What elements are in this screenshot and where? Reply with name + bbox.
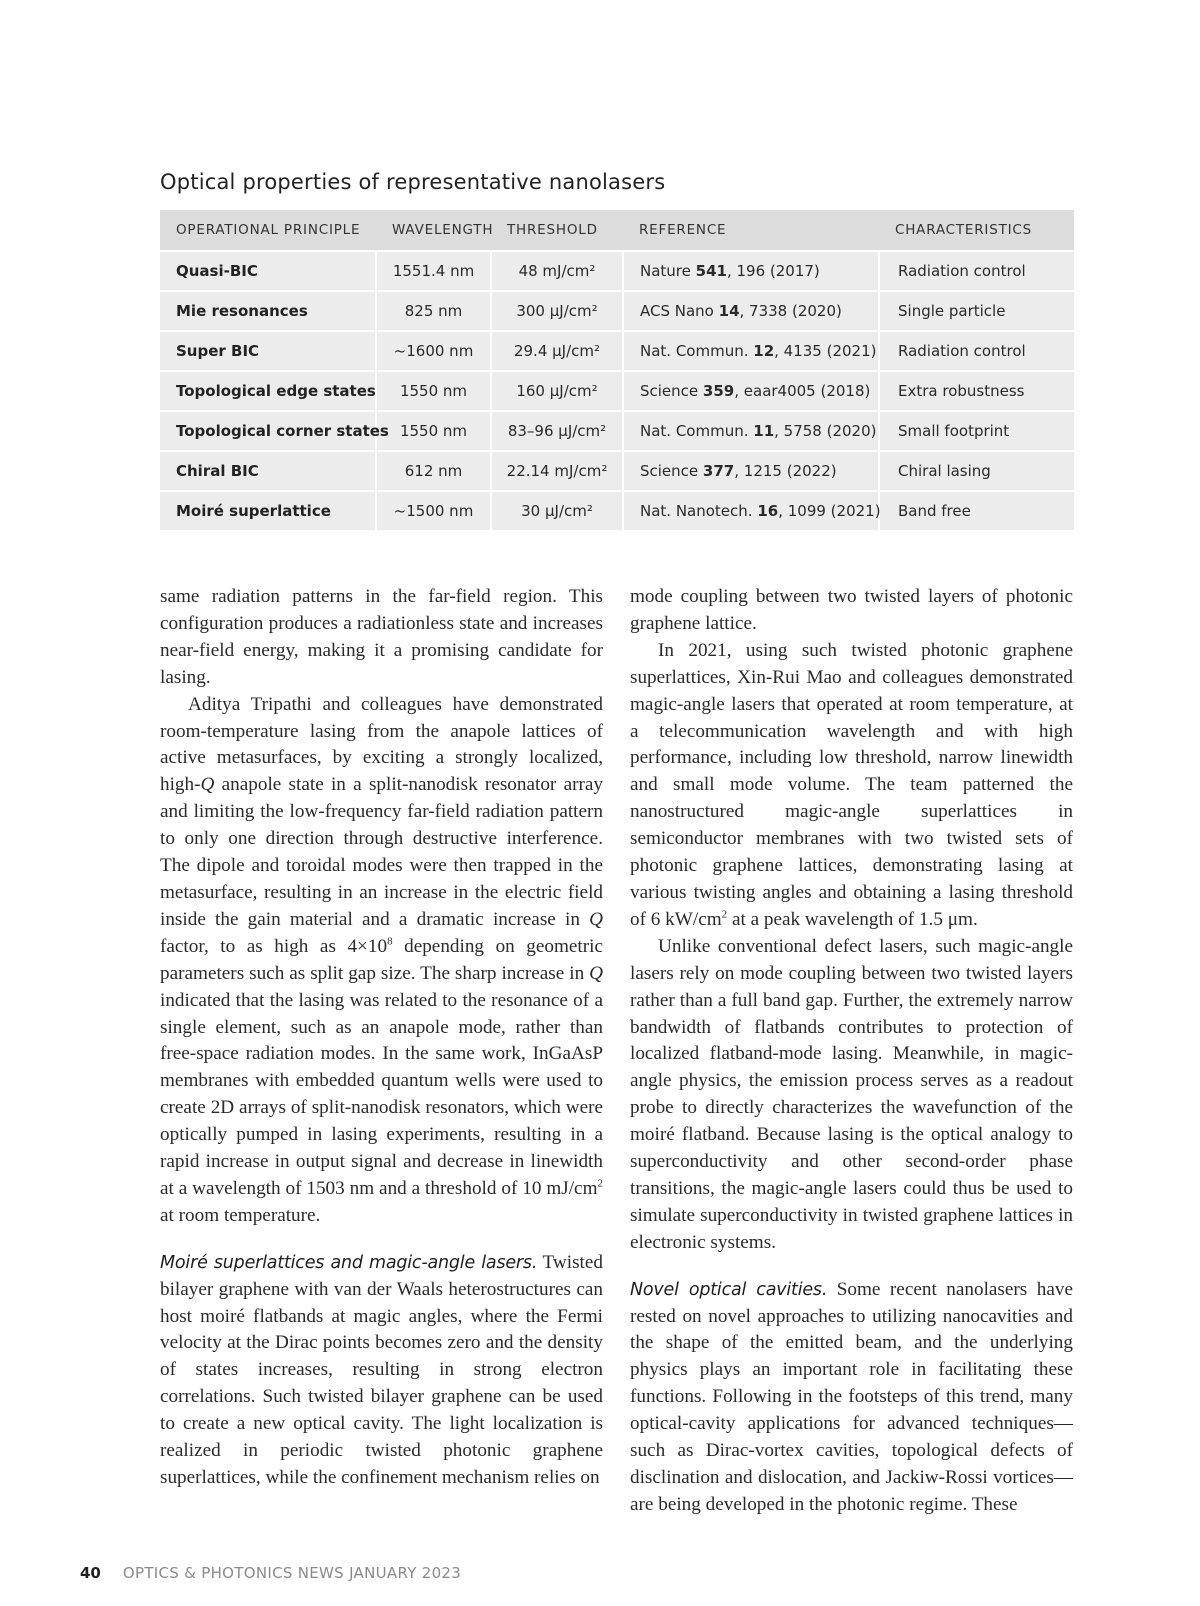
table-row (160, 491, 1074, 530)
table-row (160, 251, 1074, 291)
cell-characteristics: Band free (879, 491, 1074, 530)
cell-threshold: 30 μJ/cm² (491, 491, 623, 530)
page-footer (80, 1564, 461, 1582)
cell-reference: Nat. Commun. 12, 4135 (2021) (623, 331, 879, 371)
table-title: Optical properties of representative nanolasers (160, 170, 666, 194)
header-principle: OPERATIONAL PRINCIPLE (160, 210, 376, 251)
section-heading: Moiré superlattices and magic-angle lasers. (160, 1252, 538, 1273)
cell-wavelength: 1550 nm (376, 411, 491, 451)
page-number: 40 (80, 1564, 101, 1582)
table-row (160, 291, 1074, 331)
cell-wavelength: ~1500 nm (376, 491, 491, 530)
section-heading: Novel optical cavities. (630, 1279, 828, 1300)
header-wavelength: WAVELENGTH (376, 210, 491, 251)
cell-wavelength: ~1600 nm (376, 331, 491, 371)
table-row (160, 331, 1074, 371)
cell-principle: Mie resonances (160, 291, 376, 331)
cell-reference: Science 359, eaar4005 (2018) (623, 371, 879, 411)
cell-reference: ACS Nano 14, 7338 (2020) (623, 291, 879, 331)
right-text-column (630, 584, 1073, 1519)
cell-reference: Nature 541, 196 (2017) (623, 251, 879, 291)
header-threshold: THRESHOLD (491, 210, 623, 251)
cell-wavelength: 1550 nm (376, 371, 491, 411)
header-reference: REFERENCE (623, 210, 879, 251)
cell-characteristics: Radiation control (879, 251, 1074, 291)
table-row (160, 411, 1074, 451)
cell-characteristics: Chiral lasing (879, 451, 1074, 491)
cell-threshold: 29.4 μJ/cm² (491, 331, 623, 371)
table-row (160, 371, 1074, 411)
paragraph: same radiation patterns in the far-field region. This configuration produces a radiationless state and increases near-field energy, making it a promising candidate for lasing. (160, 586, 603, 688)
paragraph: Unlike conventional defect lasers, such magic-angle lasers rely on mode coupling between two twisted layers rather than a full band gap. Further, the extremely narrow bandwidth of flatbands contributes to protection of localized flatband-mode lasing. Meanwhile, in magic-angle physics, the emission process serves as a readout probe to directly characterizes the wavefunction of the moiré flatband. Because lasing is the optical analogy to superconductivity and other second-order phase transitions, the magic-angle lasers could thus be used to simulate superconductivity in twisted graphene lattices in electronic systems. (630, 935, 1073, 1253)
cell-reference: Nat. Commun. 11, 5758 (2020) (623, 411, 879, 451)
cell-wavelength: 1551.4 nm (376, 251, 491, 291)
paragraph: Moiré superlattices and magic-angle lasers. Twisted bilayer graphene with van der Waals heterostructures can host moiré flatbands at magic angles, where the Fermi velocity at the Dirac points becomes zero and the density of states increases, resulting in strong electron correlations. Such twisted bilayer graphene can be used to create a new optical cavity. The light localization is realized in periodic twisted photonic graphene superlattices, while the confinement mechanism relies on (160, 1251, 603, 1488)
table-header-row (160, 210, 1074, 251)
cell-wavelength: 825 nm (376, 291, 491, 331)
cell-principle: Topological edge states (160, 371, 376, 411)
paragraph: mode coupling between two twisted layers of photonic graphene lattice. (630, 586, 1073, 634)
cell-threshold: 300 μJ/cm² (491, 291, 623, 331)
cell-reference: Nat. Nanotech. 16, 1099 (2021) (623, 491, 879, 530)
cell-threshold: 83–96 μJ/cm² (491, 411, 623, 451)
cell-threshold: 22.14 mJ/cm² (491, 451, 623, 491)
cell-characteristics: Radiation control (879, 331, 1074, 371)
cell-principle: Topological corner states (160, 411, 376, 451)
left-text-column (160, 584, 603, 1492)
nanolaser-properties-table (160, 210, 1074, 530)
cell-principle: Quasi-BIC (160, 251, 376, 291)
cell-characteristics: Extra robustness (879, 371, 1074, 411)
cell-characteristics: Single particle (879, 291, 1074, 331)
cell-reference: Science 377, 1215 (2022) (623, 451, 879, 491)
cell-principle: Chiral BIC (160, 451, 376, 491)
cell-principle: Moiré superlattice (160, 491, 376, 530)
header-characteristics: CHARACTERISTICS (879, 210, 1074, 251)
table-row (160, 451, 1074, 491)
cell-threshold: 160 μJ/cm² (491, 371, 623, 411)
paragraph: Novel optical cavities. Some recent nanolasers have rested on novel approaches to utilizing nanocavities and the shape of the emitted beam, and the underlying physics plays an important role in facilitating these functions. Following in the footsteps of this trend, many optical-cavity applications for advanced techniques—such as Dirac-vortex cavities, topological defects of disclination and dislocation, and Jackiw-Rossi vortices—are being developed in the photonic regime. These (630, 1278, 1073, 1515)
cell-threshold: 48 mJ/cm² (491, 251, 623, 291)
cell-principle: Super BIC (160, 331, 376, 371)
paragraph: In 2021, using such twisted photonic graphene superlattices, Xin-Rui Mao and colleagues demonstrated magic-angle lasers that operated at room temperature, at a telecommunication wavelength and with high performance, including low threshold, narrow linewidth and small mode volume. The team patterned the nanostructured magic-angle superlattices in semiconductor membranes with two twisted sets of photonic graphene lattices, demonstrating lasing at various twisting angles and obtaining a lasing threshold of 6 $kW/cm^2$ at a peak wavelength of 1.5 μm. (630, 639, 1073, 930)
publication-name: OPTICS & PHOTONICS NEWS JANUARY 2023 (122, 1564, 462, 1582)
cell-characteristics: Small footprint (879, 411, 1074, 451)
paragraph: Aditya Tripathi and colleagues have demonstrated room-temperature lasing from the anapole lattices of active metasurfaces, by exciting a strongly localized, high-Q anapole state in a split-nanodisk resonator array and limiting the low-frequency far-field radiation pattern to only one direction through destructive interference. The dipole and toroidal modes were then trapped in the metasurface, resulting in an increase in the electric field inside the gain material and a dramatic increase in Q factor, to as high as $4\times 10^8$ depending on geometric parameters such as split gap size. The sharp increase in Q indicated that the lasing was related to the resonance of a single element, such as an anapole mode, rather than free-space radiation modes. In the same work, InGaAsP membranes with embedded quantum wells were used to create 2D arrays of split-nanodisk resonators, which were optically pumped in lasing experiments, resulting in a rapid increase in output signal and decrease in linewidth at a wavelength of 1503 nm and a threshold of 10 $mJ/cm^2$ at room temperature. (160, 693, 603, 1226)
cell-wavelength: 612 nm (376, 451, 491, 491)
